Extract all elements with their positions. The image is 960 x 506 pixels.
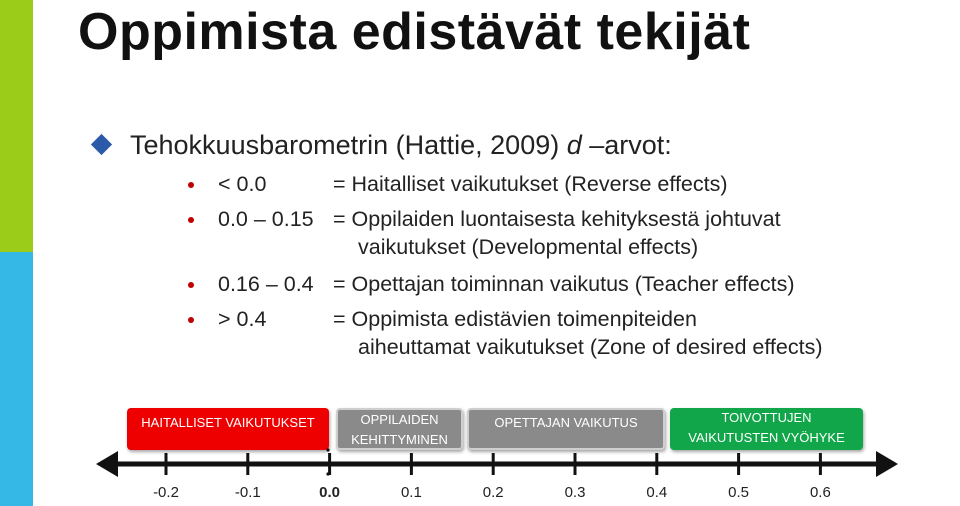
zero-marker-dot [326,448,329,451]
sub-bullet-desc: = Oppimista edistävien toimenpiteiden [333,307,697,331]
main-bullet-italic: d [566,130,582,160]
sub-bullet-dot-icon [188,317,194,323]
axis-tick-label: 0.3 [564,484,586,501]
sub-bullet-desc: = Haitalliset vaikutukset (Reverse effects) [333,172,728,196]
sub-bullet-desc: = Opettajan toiminnan vaikutus (Teacher effects) [333,272,795,296]
sub-bullet-range: < 0.0 [218,172,267,196]
sub-bullet-dot-icon [188,182,194,188]
axis-arrow-left-icon [96,451,118,477]
zone-label-text: HAITALLISET VAIKUTUKSET [141,415,315,430]
axis-arrow-right-icon [876,451,898,477]
zone-label-text: TOIVOTTUJEN [721,410,812,425]
zone-label-text: VAIKUTUSTEN VYÖHYKE [688,430,845,445]
axis-tick-label: -0.2 [153,484,179,501]
sub-bullet-range: 0.0 – 0.15 [218,207,314,231]
main-bullet-prefix: Tehokkuusbarometrin (Hattie, 2009) [130,130,567,160]
sub-bullet-desc: = Oppilaiden luontaisesta kehityksestä johtuvat [333,207,781,231]
axis-tick-label: 0.4 [646,484,668,501]
slide-title: Oppimista edistävät tekijät [78,3,751,61]
sub-bullet-range: 0.16 – 0.4 [218,272,314,296]
zone-label-text: OPPILAIDEN [360,412,439,427]
sub-bullet-continuation: aiheuttamat vaikutukset (Zone of desired effects) [358,335,823,359]
sub-bullet-continuation: vaikutukset (Developmental effects) [358,235,699,259]
axis-tick-label: -0.1 [234,484,261,501]
sub-bullet-dot-icon [188,282,194,288]
sub-bullet-range: > 0.4 [218,307,267,331]
axis-tick-label: 0.0 [319,484,341,501]
effect-size-axis [0,440,960,485]
diamond-bullet-icon [91,134,112,155]
main-bullet [130,130,672,161]
main-bullet-suffix: –arvot: [581,130,672,160]
axis-tick-label: 0.1 [400,484,422,501]
zone-label-text: KEHITTYMINEN [351,432,448,447]
sub-bullet-dot-icon [188,217,194,223]
axis-tick-label: 0.2 [482,484,504,501]
accent-bar-green [0,0,33,252]
axis-tick-label: 0.6 [809,484,831,501]
zone-label-text: OPETTAJAN VAIKUTUS [494,415,638,430]
axis-tick-label: 0.5 [728,484,750,501]
zero-marker-dot [326,472,329,475]
